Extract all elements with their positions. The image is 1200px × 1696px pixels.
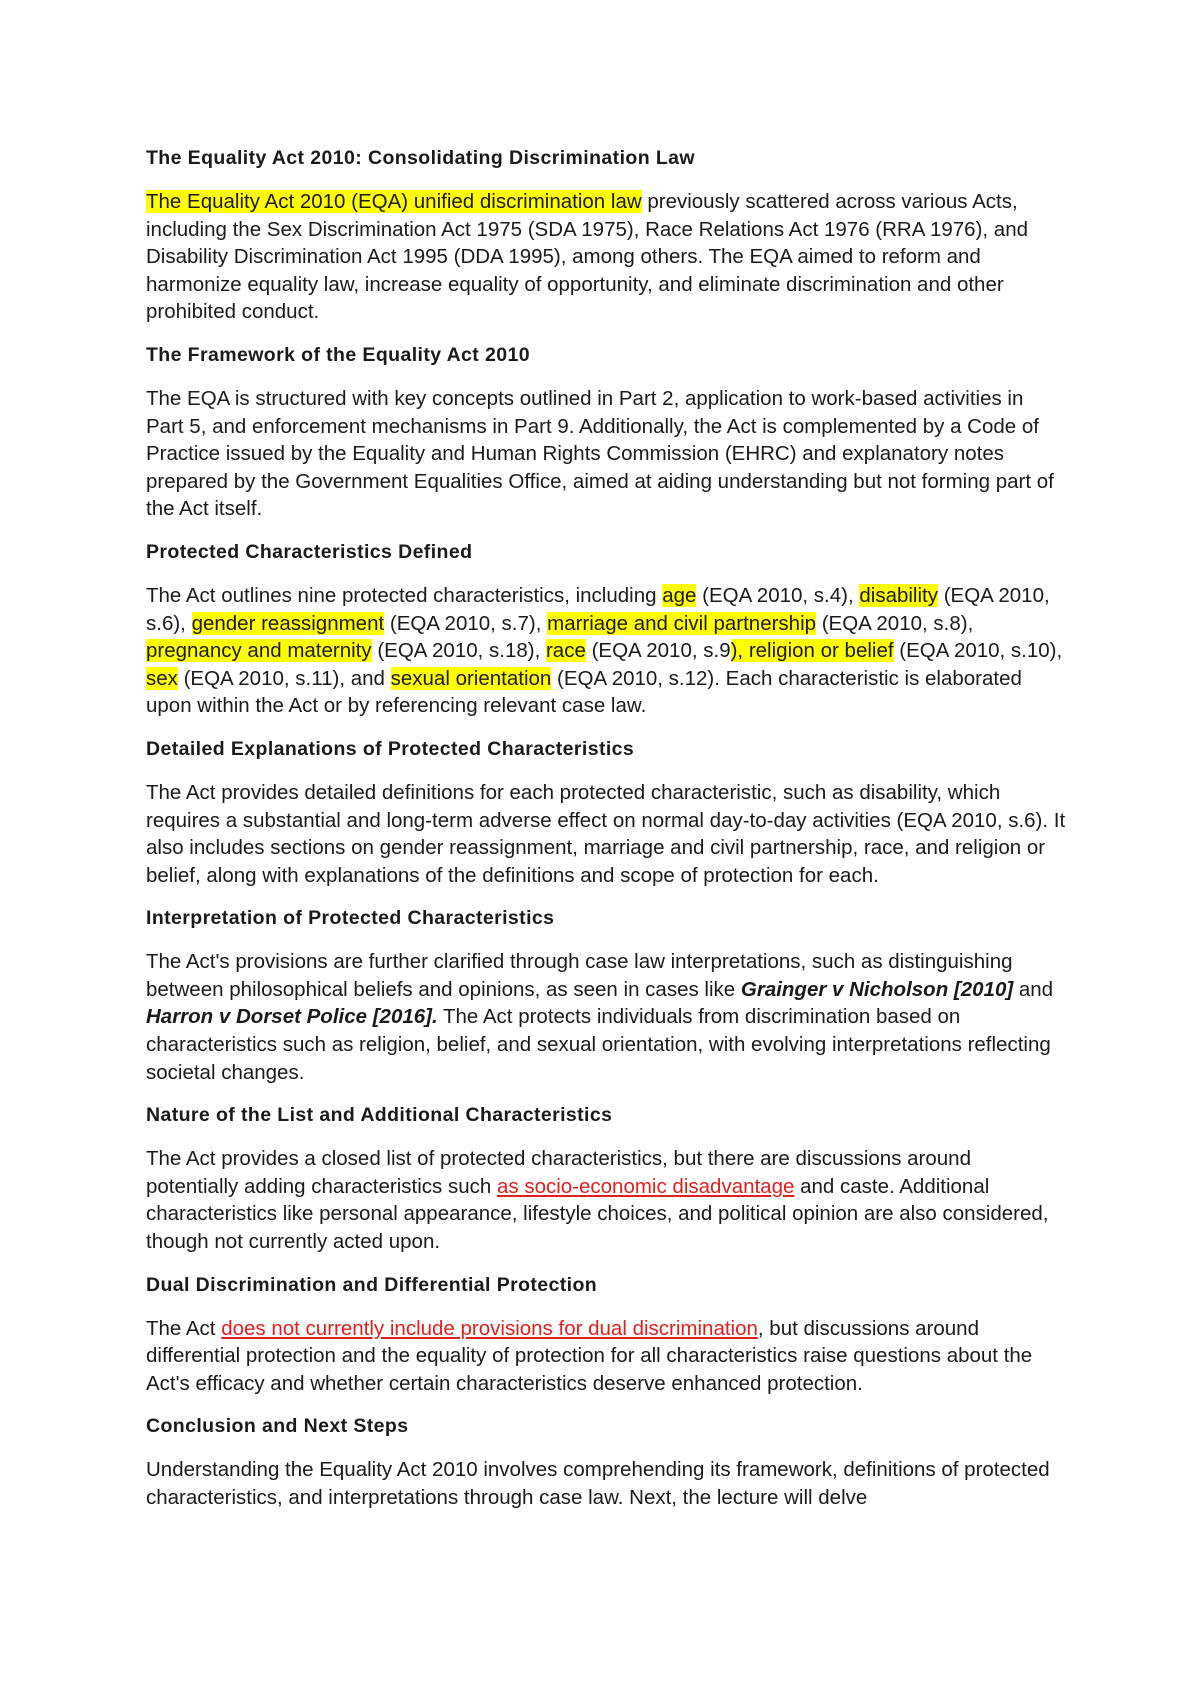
- paragraph-text: (EQA 2010, s.6),: [146, 583, 1050, 635]
- paragraph-text: (EQA 2010, s.12). Each characteristic is elaborated upon within the Act or by referencing relevant case law.: [146, 666, 1022, 718]
- red-underlined-text: as socio-economic disadvantage: [496, 1174, 795, 1198]
- paragraph-nature-of-list: [146, 1145, 1066, 1255]
- paragraph-conclusion: Understanding the Equality Act 2010 involves comprehending its framework, definitions of protected characteristics, and interpretations through case law. Next, the lecture will delve: [146, 1458, 1050, 1509]
- highlighted-text: race: [545, 639, 586, 663]
- paragraph-text: and: [1013, 977, 1054, 1001]
- paragraph-text: (EQA 2010, s.7),: [384, 611, 548, 635]
- highlighted-text: The Equality Act 2010 (EQA) unified discrimination law: [146, 190, 642, 213]
- paragraph-text: The Act protects individuals from discrimination based on characteristics such as religion, belief, and sexual orientation, with evolving interpretations reflecting societal changes.: [146, 1005, 1051, 1084]
- paragraph-text: (EQA 2010, s.11), and: [177, 666, 391, 690]
- paragraph-text: (EQA 2010, s.18),: [371, 639, 546, 663]
- paragraph-text: , but discussions around differential protection and the equality of protection for all characteristics raise questions about the Act's efficacy and whether certain characteristics deserve enhanced protection.: [146, 1316, 1033, 1395]
- paragraph-interpretation: [146, 948, 1066, 1086]
- paragraph-protected-characteristics: [146, 582, 1066, 720]
- section-heading-conclusion: Conclusion and Next Steps: [146, 1415, 409, 1438]
- highlighted-text: disability: [859, 583, 938, 607]
- paragraph-text: The Act: [146, 1316, 222, 1340]
- section-heading-interpretation: Interpretation of Protected Characteristics: [146, 907, 555, 930]
- highlighted-text: age: [662, 583, 697, 607]
- highlighted-text: gender reassignment: [191, 611, 385, 635]
- paragraph-consolidating: [146, 188, 1066, 326]
- highlighted-text: pregnancy and maternity: [146, 639, 372, 663]
- section-heading-consolidating: The Equality Act 2010: Consolidating Discrimination Law: [146, 147, 695, 169]
- section-heading-detailed-explanations: Detailed Explanations of Protected Characteristics: [146, 737, 635, 760]
- paragraph-framework: The EQA is structured with key concepts outlined in Part 2, application to work-based activities in Part 5, and enforcement mechanisms in Part 9. Additionally, the Act is complemented by a Code of Practice issued by the Equality and Human Rights Commission (EHRC) and explanatory notes prepared by the Government Equalities Office, aimed at aiding understanding but not forming part of the Act itself.: [146, 386, 1054, 521]
- case-citation: Grainger v Nicholson [2010]: [740, 977, 1014, 1001]
- paragraph-dual-discrimination: [146, 1315, 1066, 1398]
- paragraph-detailed-explanations: The Act provides detailed definitions for each protected characteristic, such as disability, which requires a substantial and long-term adverse effect on normal day-to-day activities (EQA 2010, s.6). It also includes sections on gender reassignment, marriage and civil partnership, race, and religion or belief, along with explanations of the definitions and scope of protection for each.: [146, 780, 1066, 887]
- paragraph-text: (EQA 2010, s.10),: [893, 639, 1063, 663]
- highlighted-text: ), religion or belief: [730, 639, 894, 663]
- section-heading-protected-characteristics: Protected Characteristics Defined: [146, 540, 473, 563]
- paragraph-text: (EQA 2010, s.8),: [816, 611, 974, 635]
- paragraph-text: (EQA 2010, s.4),: [696, 583, 860, 607]
- red-underlined-text: does not currently include provisions for dual discrimination: [221, 1316, 758, 1340]
- paragraph-text: previously scattered across various Acts, including the Sex Discrimination Act 1975 (SDA 1975), Race Relations Act 1976 (RRA 1976), and Disability Discrimination Act 1995 (DDA 1995), among others. The EQA aimed to reform and harmonize equality law, increase equality of opportunity, and eliminate discrimination and other prohibited conduct.: [146, 190, 1028, 324]
- document-page: [146, 146, 1066, 1529]
- paragraph-text: and caste. Additional characteristics like personal appearance, lifestyle choices, and political opinion are also considered, though not currently acted upon.: [146, 1174, 1049, 1254]
- highlighted-text: marriage and civil partnership: [547, 611, 817, 635]
- case-citation: Harron v Dorset Police [2016].: [146, 1005, 438, 1029]
- section-heading-dual-discrimination: Dual Discrimination and Differential Protection: [146, 1273, 598, 1296]
- paragraph-text: The Act provides a closed list of protected characteristics, but there are discussions around potentially adding characteristics such: [146, 1147, 971, 1198]
- highlighted-text: sexual orientation: [390, 666, 552, 690]
- paragraph-text: (EQA 2010, s.9: [585, 639, 731, 663]
- section-heading-framework: The Framework of the Equality Act 2010: [146, 343, 530, 366]
- paragraph-text: The Act outlines nine protected characteristics, including: [146, 583, 663, 607]
- section-heading-nature-of-list: Nature of the List and Additional Characteristics: [146, 1104, 613, 1127]
- paragraph-text: The Act's provisions are further clarified through case law interpretations, such as distinguishing between philosophical beliefs and opinions, as seen in cases like: [146, 950, 1013, 1001]
- highlighted-text: sex: [146, 666, 178, 690]
